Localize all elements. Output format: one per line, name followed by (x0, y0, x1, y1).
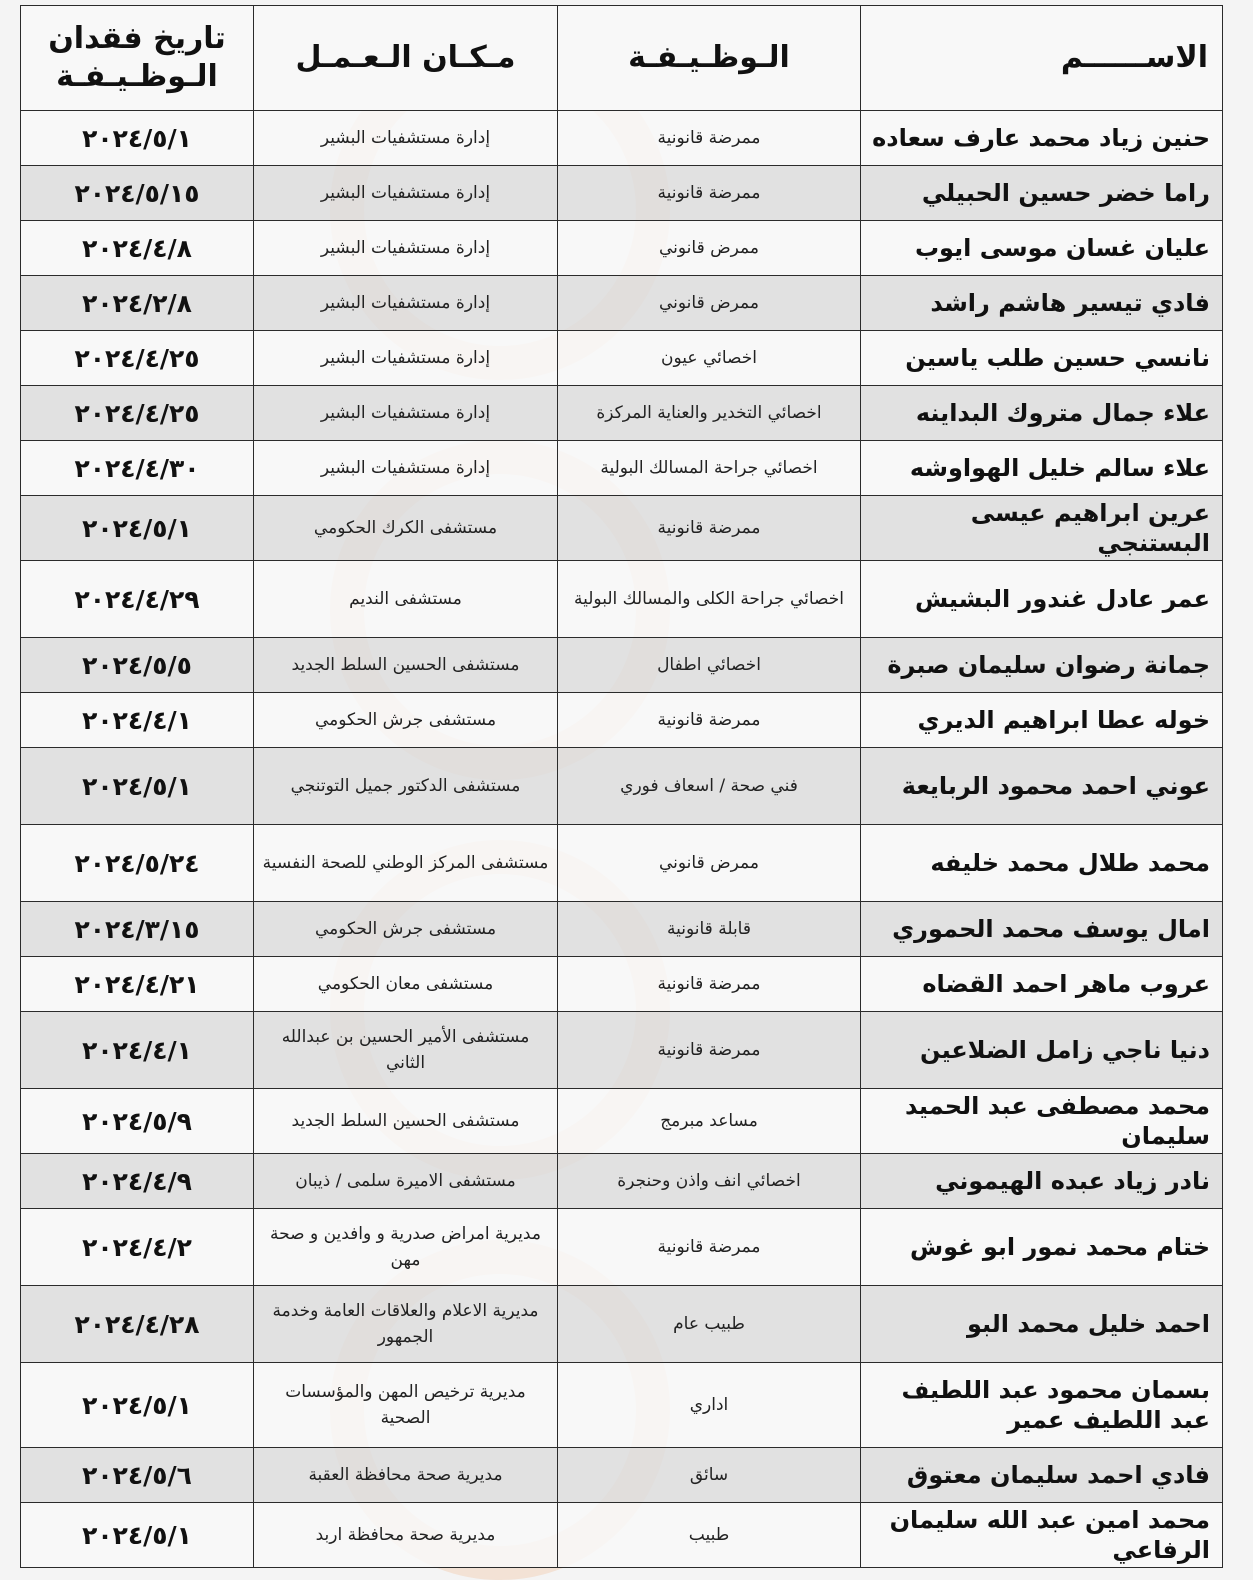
name-cell: عرين ابراهيم عيسى البستنجي (861, 496, 1223, 561)
name-cell: حنين زياد محمد عارف سعاده (861, 111, 1223, 166)
name-cell: محمد امين عبد الله سليمان الرفاعي (861, 1503, 1223, 1568)
place-cell: مستشفى الدكتور جميل التوتنجي (254, 748, 558, 825)
name-cell: ختام محمد نمور ابو غوش (861, 1209, 1223, 1286)
table-row (21, 902, 1223, 957)
name-cell: علاء سالم خليل الهواوشه (861, 441, 1223, 496)
name-cell: امال يوسف محمد الحموري (861, 902, 1223, 957)
place-cell: إدارة مستشفيات البشير (254, 441, 558, 496)
table-row (21, 1286, 1223, 1363)
date-cell: ٢٠٢٤/٥/١ (21, 496, 254, 561)
table-row (21, 638, 1223, 693)
job-cell: اداري (558, 1363, 861, 1448)
job-cell: طبيب عام (558, 1286, 861, 1363)
table-row (21, 693, 1223, 748)
date-cell: ٢٠٢٤/٥/١ (21, 748, 254, 825)
table-row (21, 166, 1223, 221)
header-name: الاســــــم (861, 6, 1223, 111)
name-cell: عوني احمد محمود الربايعة (861, 748, 1223, 825)
place-cell: مستشفى جرش الحكومي (254, 902, 558, 957)
table-row (21, 386, 1223, 441)
place-cell: إدارة مستشفيات البشير (254, 166, 558, 221)
name-cell: محمد طلال محمد خليفه (861, 825, 1223, 902)
name-cell: علاء جمال متروك البداينه (861, 386, 1223, 441)
name-cell: جمانة رضوان سليمان صبرة (861, 638, 1223, 693)
table-row (21, 1363, 1223, 1448)
place-cell: مستشفى جرش الحكومي (254, 693, 558, 748)
table-row (21, 1209, 1223, 1286)
date-cell: ٢٠٢٤/٢/٨ (21, 276, 254, 331)
job-cell: اخصائي انف واذن وحنجرة (558, 1154, 861, 1209)
place-cell: مستشفى النديم (254, 561, 558, 638)
job-cell: ممرضة قانونية (558, 166, 861, 221)
date-cell: ٢٠٢٤/٥/٢٤ (21, 825, 254, 902)
table-body (21, 111, 1223, 1568)
place-cell: مديرية الاعلام والعلاقات العامة وخدمة الجمهور (254, 1286, 558, 1363)
name-cell: عروب ماهر احمد القضاه (861, 957, 1223, 1012)
job-cell: اخصائي جراحة المسالك البولية (558, 441, 861, 496)
job-cell: سائق (558, 1448, 861, 1503)
date-cell: ٢٠٢٤/٤/٢٥ (21, 386, 254, 441)
table-row (21, 276, 1223, 331)
job-cell: ممرض قانوني (558, 825, 861, 902)
place-cell: مستشفى الحسين السلط الجديد (254, 1089, 558, 1154)
place-cell: مديرية ترخيص المهن والمؤسسات الصحية (254, 1363, 558, 1448)
job-cell: ممرضة قانونية (558, 1012, 861, 1089)
date-cell: ٢٠٢٤/٥/١ (21, 1503, 254, 1568)
job-cell: ممرض قانوني (558, 276, 861, 331)
table-header-row (21, 6, 1223, 111)
place-cell: إدارة مستشفيات البشير (254, 221, 558, 276)
job-cell: اخصائي عيون (558, 331, 861, 386)
date-cell: ٢٠٢٤/٤/٨ (21, 221, 254, 276)
table-row (21, 441, 1223, 496)
name-cell: احمد خليل محمد البو (861, 1286, 1223, 1363)
job-cell: ممرضة قانونية (558, 111, 861, 166)
place-cell: إدارة مستشفيات البشير (254, 111, 558, 166)
date-cell: ٢٠٢٤/٣/١٥ (21, 902, 254, 957)
place-cell: مديرية امراض صدرية و وافدين و صحة مهن (254, 1209, 558, 1286)
place-cell: مستشفى المركز الوطني للصحة النفسية (254, 825, 558, 902)
table-row (21, 221, 1223, 276)
name-cell: دنيا ناجي زامل الضلاعين (861, 1012, 1223, 1089)
name-cell: نادر زياد عبده الهيموني (861, 1154, 1223, 1209)
table-row (21, 331, 1223, 386)
job-cell: مساعد مبرمج (558, 1089, 861, 1154)
job-cell: فني صحة / اسعاف فوري (558, 748, 861, 825)
lost-jobs-table (20, 5, 1223, 1568)
name-cell: خوله عطا ابراهيم الديري (861, 693, 1223, 748)
job-cell: طبيب (558, 1503, 861, 1568)
place-cell: إدارة مستشفيات البشير (254, 331, 558, 386)
date-cell: ٢٠٢٤/٤/١ (21, 1012, 254, 1089)
date-cell: ٢٠٢٤/٤/١ (21, 693, 254, 748)
place-cell: مديرية صحة محافظة اربد (254, 1503, 558, 1568)
name-cell: فادي تيسير هاشم راشد (861, 276, 1223, 331)
table-row (21, 111, 1223, 166)
job-cell: ممرضة قانونية (558, 957, 861, 1012)
table-row (21, 1012, 1223, 1089)
job-cell: ممرضة قانونية (558, 1209, 861, 1286)
header-place: مـكـان الـعـمـل (254, 6, 558, 111)
table-row (21, 561, 1223, 638)
job-cell: اخصائي اطفال (558, 638, 861, 693)
job-cell: ممرضة قانونية (558, 496, 861, 561)
place-cell: مستشفى معان الحكومي (254, 957, 558, 1012)
date-cell: ٢٠٢٤/٤/٩ (21, 1154, 254, 1209)
table-row (21, 748, 1223, 825)
date-cell: ٢٠٢٤/٤/٢٩ (21, 561, 254, 638)
date-cell: ٢٠٢٤/٤/٢٥ (21, 331, 254, 386)
job-cell: اخصائي التخدير والعناية المركزة (558, 386, 861, 441)
date-cell: ٢٠٢٤/٥/٩ (21, 1089, 254, 1154)
header-date: تاريخ فقدان الـوظـيـفـة (21, 6, 254, 111)
date-cell: ٢٠٢٤/٤/٢١ (21, 957, 254, 1012)
job-cell: ممرض قانوني (558, 221, 861, 276)
place-cell: مستشفى الأمير الحسين بن عبدالله الثاني (254, 1012, 558, 1089)
job-cell: قابلة قانونية (558, 902, 861, 957)
date-cell: ٢٠٢٤/٥/١٥ (21, 166, 254, 221)
table-row (21, 825, 1223, 902)
table-row (21, 496, 1223, 561)
date-cell: ٢٠٢٤/٥/٥ (21, 638, 254, 693)
date-cell: ٢٠٢٤/٥/١ (21, 111, 254, 166)
table-row (21, 1448, 1223, 1503)
table-row (21, 1089, 1223, 1154)
table-row (21, 957, 1223, 1012)
place-cell: مستشفى الكرك الحكومي (254, 496, 558, 561)
name-cell: عليان غسان موسى ايوب (861, 221, 1223, 276)
place-cell: مستشفى الحسين السلط الجديد (254, 638, 558, 693)
name-cell: عمر عادل غندور البشيش (861, 561, 1223, 638)
place-cell: مديرية صحة محافظة العقبة (254, 1448, 558, 1503)
place-cell: إدارة مستشفيات البشير (254, 276, 558, 331)
date-cell: ٢٠٢٤/٥/١ (21, 1363, 254, 1448)
date-cell: ٢٠٢٤/٤/٢ (21, 1209, 254, 1286)
job-cell: اخصائي جراحة الكلى والمسالك البولية (558, 561, 861, 638)
place-cell: إدارة مستشفيات البشير (254, 386, 558, 441)
table-row (21, 1503, 1223, 1568)
table-row (21, 1154, 1223, 1209)
name-cell: راما خضر حسين الحبيلي (861, 166, 1223, 221)
place-cell: مستشفى الاميرة سلمى / ذيبان (254, 1154, 558, 1209)
job-cell: ممرضة قانونية (558, 693, 861, 748)
header-job: الـوظـيـفـة (558, 6, 861, 111)
name-cell: فادي احمد سليمان معتوق (861, 1448, 1223, 1503)
name-cell: بسمان محمود عبد اللطيف عبد اللطيف عمير (861, 1363, 1223, 1448)
name-cell: نانسي حسين طلب ياسين (861, 331, 1223, 386)
date-cell: ٢٠٢٤/٤/٢٨ (21, 1286, 254, 1363)
date-cell: ٢٠٢٤/٤/٣٠ (21, 441, 254, 496)
date-cell: ٢٠٢٤/٥/٦ (21, 1448, 254, 1503)
name-cell: محمد مصطفى عبد الحميد سليمان (861, 1089, 1223, 1154)
